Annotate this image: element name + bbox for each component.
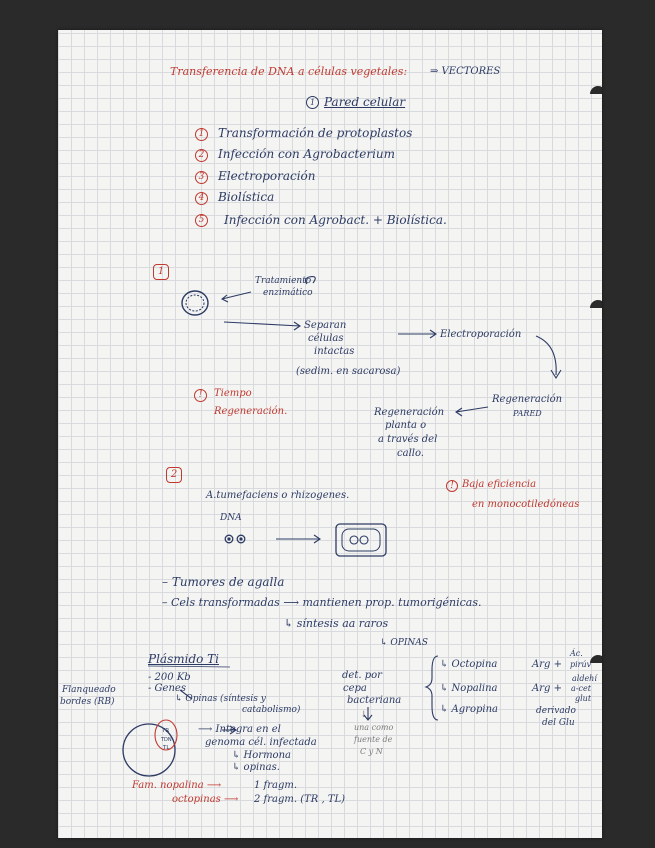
regen-pared-label: Regeneración <box>492 394 563 405</box>
aldehido-label: a-cet <box>571 684 591 693</box>
method-number: 4 <box>195 192 208 205</box>
delglu-label: del Glu <box>542 718 575 728</box>
protoplast-cell-icon <box>182 291 208 315</box>
det-label: det. por <box>342 670 382 681</box>
gray-note: fuente de <box>354 735 393 744</box>
svg-text:TL: TL <box>163 745 170 751</box>
aldehido-label: glut <box>575 694 592 703</box>
flanqueado-label: Flanqueado <box>62 685 116 695</box>
method-number: 3 <box>195 171 208 184</box>
transformed-cell-icon <box>336 524 386 556</box>
dna-plasmid-icon <box>225 535 245 543</box>
electroporacion-label: Electroporación <box>440 329 522 340</box>
opina-name: ↳ Agropina <box>440 704 498 715</box>
flanqueado-label: bordes (RB) <box>60 697 115 707</box>
det-label: bacteriana <box>347 695 402 706</box>
arrows <box>180 277 561 734</box>
method-item: Infección con Agrobacterium <box>218 147 396 161</box>
svg-text:TR: TR <box>162 728 170 734</box>
opina-rest: Arg + <box>532 683 562 694</box>
regen-pared-label: PARED <box>513 409 542 418</box>
plasmid-item: ↳ Opinas (síntesis y <box>175 694 266 704</box>
method-item: Electroporación <box>218 169 316 183</box>
method-number: 1 <box>195 128 208 141</box>
plasmid-title: Plásmido Ti <box>148 652 220 666</box>
plasmid-item: - 200 Kb <box>148 672 191 683</box>
regen-planta-label: planta o <box>385 420 427 431</box>
gray-note: ↓ <box>360 710 368 720</box>
vectores-label: ⇒ VECTORES <box>430 66 501 77</box>
tumores-line: – Tumores de agalla <box>162 575 285 589</box>
method-number: 5 <box>195 214 208 227</box>
ac-label: pirúv <box>570 660 592 669</box>
frag-label: 1 fragm. <box>254 780 298 791</box>
svg-text:TDN: TDN <box>161 737 172 743</box>
integra-label: ↳ Hormona <box>232 750 291 761</box>
warning-icon: ! <box>446 480 458 492</box>
warning-text: Baja eficiencia <box>462 479 537 490</box>
regen-planta-label: callo. <box>397 448 424 459</box>
opina-rest: derivado <box>536 706 576 716</box>
pared-number: 1 <box>306 96 319 109</box>
separan-label: células <box>308 333 344 344</box>
tratamiento-label: Tratamiento <box>255 276 312 286</box>
fam-label: Fam. nopalina ⟶ <box>132 780 222 791</box>
det-label: cepa <box>343 683 367 694</box>
warning-icon: ! <box>194 389 207 402</box>
dna-label: DNA <box>220 513 242 523</box>
method-number: 2 <box>195 149 208 162</box>
pared-heading: Pared celular <box>324 95 406 109</box>
sintesis-line: ↳ síntesis aa raros <box>284 617 389 630</box>
ac-label: Ác. <box>570 649 583 658</box>
cels-line: – Cels transformadas ⟶ mantienen prop. tumorigénicas. <box>162 596 482 609</box>
separan-label: Separan <box>304 320 347 331</box>
opinas-heading: ↳ OPINAS <box>380 638 428 648</box>
aldehido-label: aldehí <box>572 674 597 683</box>
warning-text: Regeneración. <box>214 406 288 417</box>
page-title: Transferencia de DNA a células vegetales: <box>170 65 408 78</box>
sketches <box>58 30 602 838</box>
regen-planta-label: Regeneración <box>374 407 445 418</box>
agro-label: A.tumefaciens o rhizogenes. <box>206 490 350 501</box>
integra-label: genoma cél. infectada <box>205 737 317 748</box>
warning-text: en monocotiledóneas <box>472 499 580 510</box>
method-item: Infección con Agrobact. + Biolística. <box>224 213 447 227</box>
section2-number: 2 <box>166 467 182 483</box>
regen-planta-label: a través del <box>378 434 438 445</box>
gray-note: una como <box>354 723 394 732</box>
ti-plasmid-icon <box>123 720 177 776</box>
method-item: Transformación de protoplastos <box>218 126 413 140</box>
sedim-label: (sedim. en sacarosa) <box>296 366 401 377</box>
method-item: Biolística <box>218 190 275 204</box>
plasmid-item: - Genes <box>148 683 186 694</box>
opina-name: ↳ Nopalina <box>440 683 498 694</box>
integra-label: ↳ opinas. <box>232 762 280 773</box>
section1-number: 1 <box>153 264 169 280</box>
gray-note: C y N <box>360 747 383 756</box>
separan-label: intactas <box>314 346 355 357</box>
opina-rest: Arg + <box>532 659 562 670</box>
frag-label: 2 fragm. (TR , TL) <box>254 794 346 805</box>
opina-name: ↳ Octopina <box>440 659 498 670</box>
notebook-page <box>58 30 602 838</box>
tratamiento-label: enzimático <box>263 288 313 298</box>
warning-text: Tiempo <box>214 388 252 399</box>
integra-label: ⟶ Integra en el <box>198 724 281 735</box>
fam-label: octopinas ⟶ <box>172 794 239 805</box>
plasmid-item: catabolismo) <box>242 705 301 715</box>
